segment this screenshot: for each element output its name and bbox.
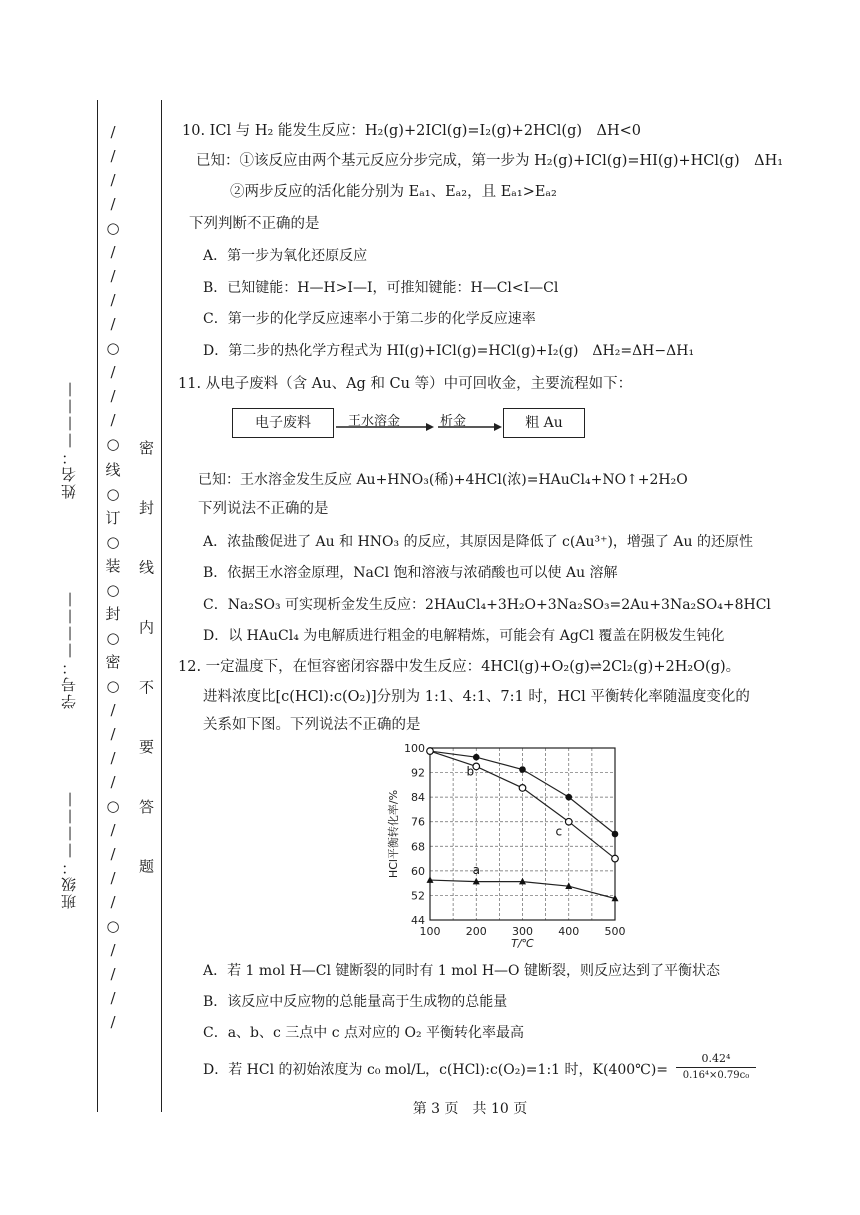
data-point (612, 855, 619, 862)
point-annotation: c (555, 824, 563, 839)
margin-line-left (97, 100, 98, 1112)
y-tick-label: 60 (411, 864, 425, 878)
x-tick-label: 500 (604, 925, 626, 938)
flow-arrows (334, 415, 504, 435)
data-point (565, 794, 572, 801)
y-tick-label: 100 (404, 742, 425, 755)
data-point (427, 748, 434, 755)
x-tick-label: 100 (419, 925, 441, 938)
data-point (519, 766, 526, 773)
data-point (565, 818, 572, 825)
q12-option-c: C．a、b、c 三点中 c 点对应的 O₂ 平衡转化率最高 (203, 1025, 525, 1041)
y-tick-label: 76 (411, 815, 425, 829)
y-tick-label: 44 (411, 914, 425, 927)
flow-box-electronic-waste: 电子废料 (232, 408, 334, 438)
q12-option-d-fraction (676, 1052, 756, 1083)
q10-stem: 10. ICl 与 H₂ 能发生反应：H₂(g)+2ICl(g)=I₂(g)+2HCl(g) ΔH<0 (182, 123, 642, 139)
x-tick-label: 400 (558, 925, 580, 938)
point-annotation: b (466, 764, 475, 779)
x-axis-label: T/℃ (511, 937, 534, 948)
q10-option-c: C．第一步的化学反应速率小于第二步的化学反应速率 (203, 311, 536, 327)
q11-stem: 11. 从电子废料（含 Au、Ag 和 Cu 等）中可回收金，主要流程如下： (178, 376, 633, 392)
q12-line-3: 关系如下图。下列说法不正确的是 (203, 717, 421, 733)
flow-step-precipitate: 析金 (440, 414, 467, 429)
q10-prompt: 下列判断不正确的是 (189, 216, 320, 232)
flow-step-dissolve: 王水溶金 (348, 414, 401, 429)
y-axis-label: HCl平衡转化率/% (387, 789, 400, 879)
q11-option-c: C．Na₂SO₃ 可实现析金发生反应：2HAuCl₄+3H₂O+3Na₂SO₃=2Au+3Na₂SO₄+8HCl (203, 597, 771, 613)
q10-option-a: A．第一步为氧化还原反应 (203, 248, 368, 264)
y-tick-label: 84 (411, 791, 425, 805)
q10-option-b: B．已知键能：H—H>I—I，可推知键能：H—Cl<I—Cl (203, 280, 559, 296)
data-point (612, 831, 619, 838)
fraction-numerator: 0.42⁴ (701, 1052, 731, 1065)
page-footer: 第 3 页 共 10 页 (412, 1101, 528, 1117)
fraction-bar (676, 1067, 756, 1068)
data-point (473, 754, 480, 761)
q12-option-a: A．若 1 mol H—Cl 键断裂的同时有 1 mol H—O 键断裂，则反应达到了平衡状态 (203, 963, 720, 979)
field-student-no: 学号：———— (60, 590, 78, 709)
q12-stem: 12. 一定温度下，在恒容密闭容器中发生反应：4HCl(g)+O₂(g)⇌2Cl₂(g)+2H₂O(g)。 (178, 659, 741, 675)
q11-option-b: B．依据王水溶金原理，NaCl 饱和溶液与浓硝酸也可以使 Au 溶解 (203, 565, 618, 581)
margin-line-right (161, 100, 162, 1112)
q11-known: 已知：王水溶金发生反应 Au+HNO₃(稀)+4HCl(浓)=HAuCl₄+NO↑+2H₂O (198, 472, 688, 488)
q10-option-d: D．第二步的热化学方程式为 HI(g)+ICl(g)=HCl(g)+I₂(g) ΔH₂=ΔH−ΔH₁ (203, 343, 695, 359)
field-class: 班级：———— (60, 790, 78, 909)
q12-option-d: D．若 HCl 的初始浓度为 c₀ mol/L，c(HCl):c(O₂)=1:1 时，K(400℃)= (203, 1062, 669, 1078)
fraction-denominator: 0.16⁴×0.79c₀ (682, 1070, 750, 1081)
y-tick-label: 52 (411, 889, 425, 903)
y-tick-label: 92 (411, 766, 425, 780)
field-name: 姓名：———— (60, 380, 78, 499)
q11-option-a: A．浓盐酸促进了 Au 和 HNO₃ 的反应，其原因是降低了 c(Au³⁺)，增强了 Au 的还原性 (203, 534, 753, 550)
q12-line-2: 进料浓度比[c(HCl):c(O₂)]分别为 1:1、4:1、7:1 时，HCl 平衡转化率随温度变化的 (203, 689, 750, 705)
point-annotation: a (472, 863, 480, 878)
q10-known-1: 已知：①该反应由两个基元反应分步完成，第一步为 H₂(g)+ICl(g)=HI(g)+HCl(g) ΔH₁ (196, 153, 784, 169)
x-tick-label: 300 (512, 925, 533, 938)
hcl-conversion-chart (350, 738, 640, 948)
data-point (519, 785, 526, 792)
seal-inner-text: 密 封 线 内 不 要 答 题 (137, 440, 155, 894)
y-tick-label: 68 (411, 840, 425, 854)
seal-line-column: / / / / ○ / / / / ○ / / / ○ 线 ○ 订 ○ 装 ○ 封 ○ 密 ○ / / / / ○ / / / / ○ / / / / (105, 123, 121, 1031)
q10-known-2: ②两步反应的活化能分别为 Eₐ₁、Eₐ₂，且 Eₐ₁>Eₐ₂ (230, 184, 557, 200)
q11-option-d: D．以 HAuCl₄ 为电解质进行粗金的电解精炼，可能会有 AgCl 覆盖在阴极发生钝化 (203, 628, 725, 644)
q11-prompt: 下列说法不正确的是 (198, 501, 329, 517)
q12-option-b: B．该反应中反应物的总能量高于生成物的总能量 (203, 994, 508, 1010)
x-tick-label: 200 (465, 925, 487, 938)
flow-box-crude-gold: 粗 Au (503, 408, 585, 438)
